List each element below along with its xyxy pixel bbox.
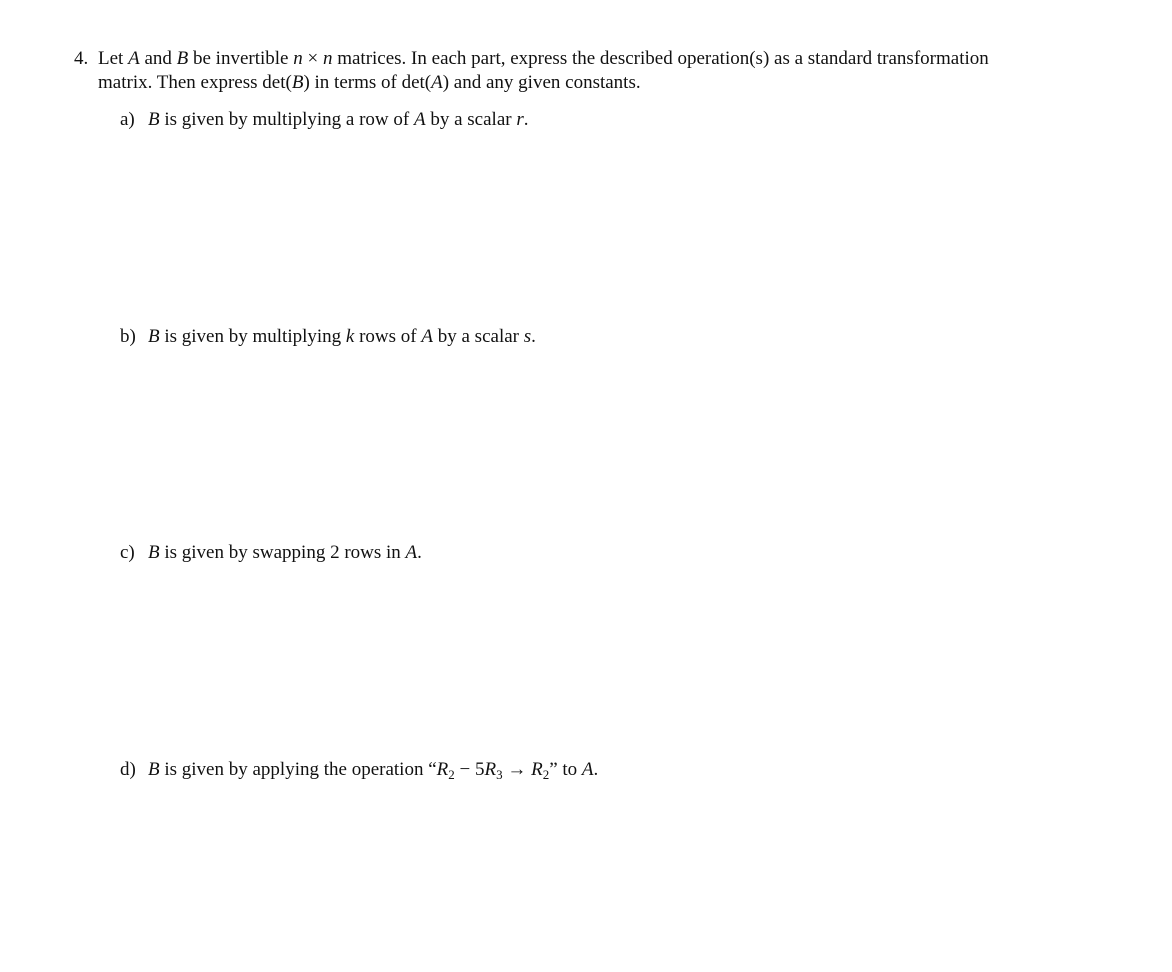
text-segment: and xyxy=(139,48,177,69)
math-var-a: A xyxy=(431,72,443,93)
problem-statement xyxy=(98,47,1134,95)
math-var-r: R xyxy=(484,759,497,780)
part-text xyxy=(148,759,598,780)
math-var-n: n xyxy=(322,48,333,69)
math-var-b: B xyxy=(148,109,160,130)
math-times: × xyxy=(302,48,323,69)
math-var-a: A xyxy=(405,542,418,563)
math-var-a: A xyxy=(128,48,140,69)
text-segment: . xyxy=(417,542,422,563)
problem-line-1 xyxy=(98,47,1134,71)
problem-number: 4. xyxy=(74,48,89,69)
math-var-r: R xyxy=(531,759,543,780)
text-segment: by a scalar xyxy=(425,109,517,130)
part-d xyxy=(120,758,598,782)
math-var-r: r xyxy=(516,109,524,130)
math-var-k: k xyxy=(345,326,355,347)
math-var-s: s xyxy=(523,326,532,347)
text-segment: by a scalar xyxy=(433,326,524,347)
math-var-a: A xyxy=(413,109,426,130)
problem-line-2 xyxy=(98,71,1134,95)
math-minus: − 5 xyxy=(454,759,485,780)
part-label: b) xyxy=(120,326,136,347)
math-subscript: 2 xyxy=(542,767,550,782)
text-segment: ” to xyxy=(549,759,582,780)
text-segment: is given by applying the operation “ xyxy=(159,759,437,780)
part-c xyxy=(120,541,422,565)
text-segment: . xyxy=(531,326,536,347)
text-segment: is given by multiplying xyxy=(159,326,346,347)
text-segment: is given by multiplying a row of xyxy=(159,109,414,130)
text-segment: . xyxy=(593,759,599,780)
math-var-n: n xyxy=(293,48,303,69)
part-label: d) xyxy=(120,759,136,780)
text-segment: ) in terms of det( xyxy=(303,72,432,93)
text-segment: matrix. Then express det( xyxy=(98,72,292,93)
math-subscript: 2 xyxy=(448,767,455,782)
math-var-a: A xyxy=(421,326,433,347)
part-label: a) xyxy=(120,109,135,130)
math-var-b: B xyxy=(176,48,189,69)
part-label: c) xyxy=(120,542,135,563)
math-var-r: R xyxy=(436,759,449,780)
math-var-b: B xyxy=(148,542,160,563)
part-text xyxy=(148,109,528,130)
text-segment: rows of xyxy=(354,326,422,347)
part-text xyxy=(148,542,422,563)
math-var-b: B xyxy=(291,72,304,93)
part-b xyxy=(120,325,536,349)
math-arrow: → xyxy=(502,759,532,780)
problem-4 xyxy=(74,47,1134,95)
text-segment: matrices. In each part, express the described operation(s) as a standard transformation xyxy=(332,48,989,69)
math-var-b: B xyxy=(148,759,160,780)
text-segment: Let xyxy=(98,48,129,69)
text-segment: is given by swapping 2 rows in xyxy=(159,542,406,563)
text-segment: be invertible xyxy=(188,48,294,69)
text-segment: . xyxy=(523,109,529,130)
text-segment: ) and any given constants. xyxy=(442,72,641,93)
math-var-a: A xyxy=(581,759,594,780)
part-text xyxy=(148,326,536,347)
math-subscript: 3 xyxy=(496,767,503,782)
part-a xyxy=(120,108,528,132)
math-var-b: B xyxy=(148,326,160,347)
